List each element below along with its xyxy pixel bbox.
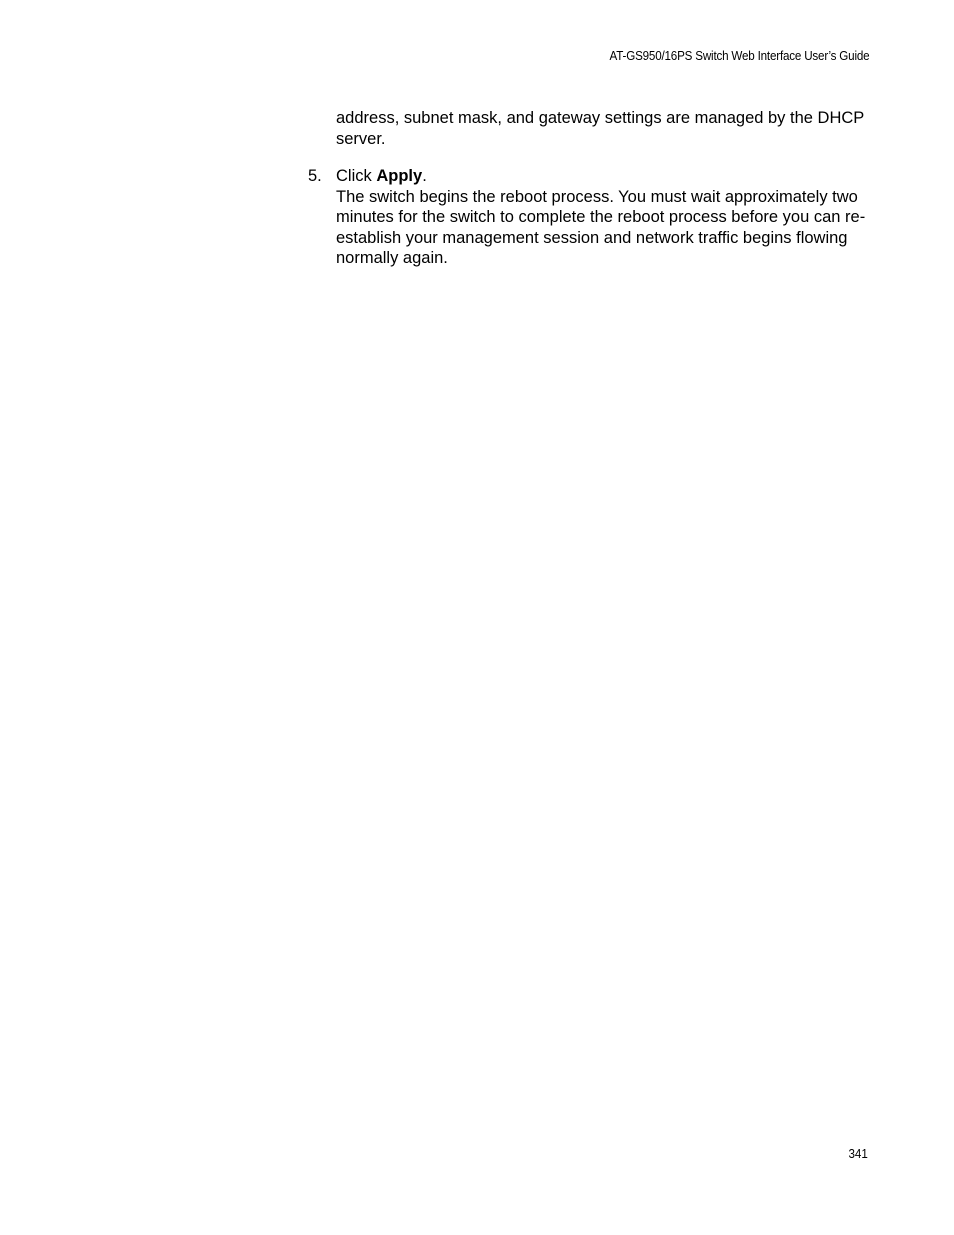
continued-paragraph: address, subnet mask, and gateway settings are managed by the DHCP server.	[336, 109, 864, 148]
step-content	[336, 166, 878, 269]
step-action-suffix: .	[422, 167, 427, 185]
step-action-prefix: Click	[336, 167, 377, 185]
running-header: AT-GS950/16PS Switch Web Interface User’s Guide	[609, 49, 869, 63]
step-action	[336, 166, 878, 187]
page-number: 341	[848, 1147, 868, 1161]
step-description: The switch begins the reboot process. You must wait approximately two minutes for the switch to complete the reboot process before you can re-establish your management session and network traffic begins flowing normally again.	[336, 187, 866, 267]
apply-button-reference: Apply	[376, 167, 423, 185]
step-number: 5.	[308, 167, 322, 185]
